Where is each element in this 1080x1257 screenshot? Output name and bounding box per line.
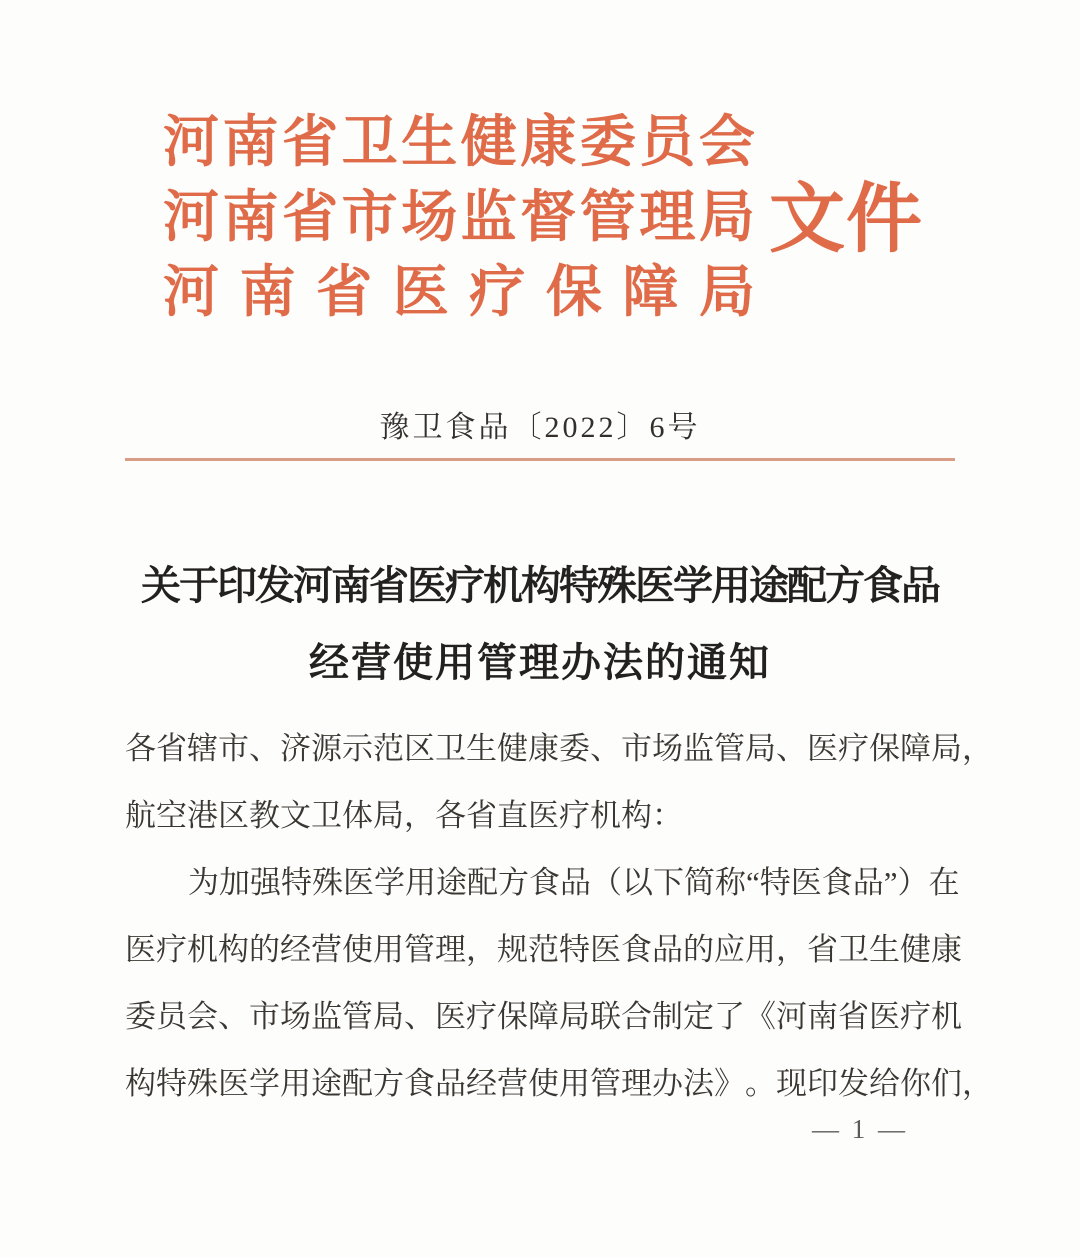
glyph: 你 — [900, 1066, 931, 1101]
glyph: 障 — [622, 261, 679, 324]
glyph: 委 — [125, 999, 156, 1034]
glyph: 市 — [341, 186, 398, 249]
glyph: 途 — [436, 865, 467, 900]
glyph: 疗 — [900, 999, 931, 1034]
glyph: 管 — [590, 1066, 621, 1101]
glyph: 市 — [249, 999, 280, 1034]
glyph: 们 — [931, 1066, 962, 1101]
body-line-paragraph-4 — [125, 1050, 993, 1117]
document-title — [0, 547, 1080, 701]
glyph: 印 — [807, 1066, 838, 1101]
glyph: 康 — [528, 731, 559, 766]
body-line-recipients-2: 航空港区教文卫体局，各省直医疗机构： — [125, 798, 683, 833]
glyph: 市 — [218, 731, 249, 766]
glyph: 员 — [639, 111, 696, 174]
glyph: 疗 — [838, 731, 869, 766]
glyph: 健 — [497, 731, 528, 766]
glyph: 省 — [282, 186, 339, 249]
glyph: 特 — [559, 932, 590, 967]
glyph: 途 — [311, 1066, 342, 1101]
glyph: 源 — [311, 731, 342, 766]
glyph: 卫 — [341, 111, 398, 174]
glyph: 用 — [745, 932, 776, 967]
doc-type-label: 文件 — [769, 178, 923, 262]
glyph: 机 — [931, 999, 962, 1034]
glyph: 员 — [156, 999, 187, 1034]
glyph: 医 — [343, 865, 374, 900]
glyph: 健 — [900, 932, 931, 967]
glyph: 经 — [466, 1066, 497, 1101]
glyph: 称 — [715, 865, 746, 900]
glyph: 南 — [239, 261, 296, 324]
glyph: ， — [466, 932, 497, 967]
title-line-1: 关于印发河南省医疗机构特殊医学用途配方食品 — [141, 563, 939, 608]
glyph: 保 — [545, 261, 602, 324]
glyph: （ — [591, 865, 622, 900]
glyph: 南 — [807, 999, 838, 1034]
glyph: 经 — [280, 932, 311, 967]
glyph: 南 — [222, 186, 279, 249]
glyph: 局 — [931, 731, 962, 766]
glyph: 、 — [218, 999, 249, 1034]
glyph: 监 — [460, 186, 517, 249]
glyph: 了 — [714, 999, 745, 1034]
glyph: 示 — [342, 731, 373, 766]
glyph: 济 — [280, 731, 311, 766]
glyph: 局 — [698, 186, 755, 249]
glyph: 《 — [745, 999, 776, 1034]
glyph: 定 — [683, 999, 714, 1034]
glyph: 配 — [467, 865, 498, 900]
agency-names — [163, 100, 755, 325]
glyph: 强 — [250, 865, 281, 900]
glyph: 医 — [392, 261, 449, 324]
glyph: 医 — [869, 999, 900, 1034]
page-number: — 1 — — [812, 1114, 908, 1144]
glyph: 应 — [714, 932, 745, 967]
glyph: 构 — [125, 1066, 156, 1101]
glyph: 合 — [621, 999, 652, 1034]
glyph: 各 — [125, 731, 156, 766]
glyph: 监 — [683, 731, 714, 766]
glyph: 为 — [188, 865, 219, 900]
glyph: 委 — [559, 731, 590, 766]
glyph: 、 — [776, 731, 807, 766]
glyph: 规 — [497, 932, 528, 967]
letterhead — [163, 100, 923, 325]
glyph: 食 — [404, 1066, 435, 1101]
glyph: 下 — [653, 865, 684, 900]
glyph: ， — [962, 1066, 993, 1101]
glyph: 局 — [745, 731, 776, 766]
glyph: ” — [883, 865, 898, 900]
glyph: 生 — [869, 932, 900, 967]
glyph: 现 — [776, 1066, 807, 1101]
glyph: 卫 — [838, 932, 869, 967]
glyph: 保 — [869, 731, 900, 766]
glyph: 障 — [528, 999, 559, 1034]
glyph: 医 — [790, 865, 822, 900]
glyph: 会 — [187, 999, 218, 1034]
glyph: 用 — [559, 1066, 590, 1101]
glyph: 管 — [714, 731, 745, 766]
glyph: 。 — [745, 1066, 776, 1101]
document-number: 豫卫食品〔2022〕6号 — [379, 411, 701, 444]
glyph: ） — [897, 865, 929, 900]
glyph: 营 — [497, 1066, 528, 1101]
glyph: 以 — [622, 865, 653, 900]
glyph: 使 — [342, 932, 373, 967]
glyph: 省 — [838, 999, 869, 1034]
glyph: 用 — [280, 1066, 311, 1101]
glyph: 生 — [401, 111, 458, 174]
glyph: 省 — [316, 261, 373, 324]
glyph: 场 — [280, 999, 311, 1034]
glyph: 联 — [590, 999, 621, 1034]
glyph: 省 — [156, 731, 187, 766]
agency-line-health-commission — [163, 100, 755, 175]
glyph: 健 — [460, 111, 517, 174]
glyph: 辖 — [187, 731, 218, 766]
glyph: 食 — [821, 865, 853, 900]
glyph: 食 — [621, 932, 652, 967]
glyph: 构 — [218, 932, 249, 967]
glyph: 河 — [163, 186, 219, 249]
glyph: 范 — [528, 932, 559, 967]
glyph: 特 — [281, 865, 312, 900]
glyph: 加 — [219, 865, 250, 900]
document-body — [125, 715, 993, 1117]
glyph: 制 — [652, 999, 683, 1034]
glyph: 办 — [652, 1066, 683, 1101]
glyph: 监 — [311, 999, 342, 1034]
glyph: 保 — [497, 999, 528, 1034]
separator-line — [125, 458, 955, 461]
glyph: 康 — [931, 932, 962, 967]
glyph: 管 — [579, 186, 636, 249]
glyph: 省 — [282, 111, 339, 174]
glyph: 河 — [163, 261, 219, 324]
glyph: 用 — [373, 932, 404, 967]
glyph: 、 — [249, 731, 280, 766]
glyph: 机 — [187, 932, 218, 967]
glyph: 会 — [698, 111, 755, 174]
glyph: 配 — [342, 1066, 373, 1101]
glyph: 食 — [529, 865, 560, 900]
glyph: 生 — [466, 731, 497, 766]
glyph: 医 — [218, 1066, 249, 1101]
glyph: 理 — [435, 932, 466, 967]
glyph: 卫 — [435, 731, 466, 766]
glyph: 范 — [373, 731, 404, 766]
glyph: 管 — [404, 932, 435, 967]
glyph: 康 — [520, 111, 577, 174]
glyph: 品 — [852, 865, 884, 900]
glyph: ， — [776, 932, 807, 967]
glyph: 管 — [342, 999, 373, 1034]
glyph: 、 — [590, 731, 621, 766]
glyph: 南 — [222, 111, 279, 174]
glyph: 在 — [928, 865, 960, 900]
glyph: 品 — [435, 1066, 466, 1101]
glyph: 场 — [652, 731, 683, 766]
glyph: 特 — [156, 1066, 187, 1101]
glyph: 发 — [838, 1066, 869, 1101]
glyph: 医 — [590, 932, 621, 967]
glyph: “ — [746, 865, 760, 900]
title-line-2: 经营使用管理办法的通知 — [309, 640, 771, 685]
glyph: 学 — [374, 865, 405, 900]
glyph: 医 — [435, 999, 466, 1034]
glyph: 的 — [683, 932, 714, 967]
glyph: 理 — [639, 186, 696, 249]
body-line-recipients-1 — [125, 715, 993, 782]
glyph: 、 — [404, 999, 435, 1034]
glyph: 疗 — [156, 932, 187, 967]
body-line-paragraph-2 — [125, 916, 962, 983]
glyph: 局 — [373, 999, 404, 1034]
glyph: 品 — [652, 932, 683, 967]
body-line-paragraph-3 — [125, 983, 962, 1050]
glyph: 医 — [125, 932, 156, 967]
glyph: 障 — [900, 731, 931, 766]
glyph: 疗 — [466, 999, 497, 1034]
glyph: 方 — [373, 1066, 404, 1101]
glyph: 品 — [560, 865, 591, 900]
glyph: 营 — [311, 932, 342, 967]
glyph: 学 — [249, 1066, 280, 1101]
glyph: 河 — [163, 111, 219, 174]
glyph: 》 — [714, 1066, 745, 1101]
glyph: 用 — [405, 865, 436, 900]
glyph: 理 — [621, 1066, 652, 1101]
glyph: 督 — [520, 186, 577, 249]
glyph: ， — [962, 731, 993, 766]
glyph: 省 — [807, 932, 838, 967]
glyph: 委 — [579, 111, 636, 174]
glyph: 法 — [683, 1066, 714, 1101]
glyph: 局 — [698, 261, 755, 324]
glyph: 特 — [759, 865, 791, 900]
glyph: 的 — [249, 932, 280, 967]
glyph: 医 — [807, 731, 838, 766]
glyph: 河 — [776, 999, 807, 1034]
glyph: 疗 — [469, 261, 526, 324]
body-line-paragraph-1 — [125, 849, 960, 916]
agency-line-market-supervision — [163, 175, 755, 250]
glyph: 市 — [621, 731, 652, 766]
glyph: 局 — [559, 999, 590, 1034]
glyph: 给 — [869, 1066, 900, 1101]
glyph: 场 — [401, 186, 458, 249]
glyph: 区 — [404, 731, 435, 766]
glyph: 方 — [498, 865, 529, 900]
glyph: 殊 — [187, 1066, 218, 1101]
glyph: 简 — [684, 865, 715, 900]
glyph: 殊 — [312, 865, 343, 900]
agency-line-medical-security — [163, 250, 755, 325]
glyph: 使 — [528, 1066, 559, 1101]
